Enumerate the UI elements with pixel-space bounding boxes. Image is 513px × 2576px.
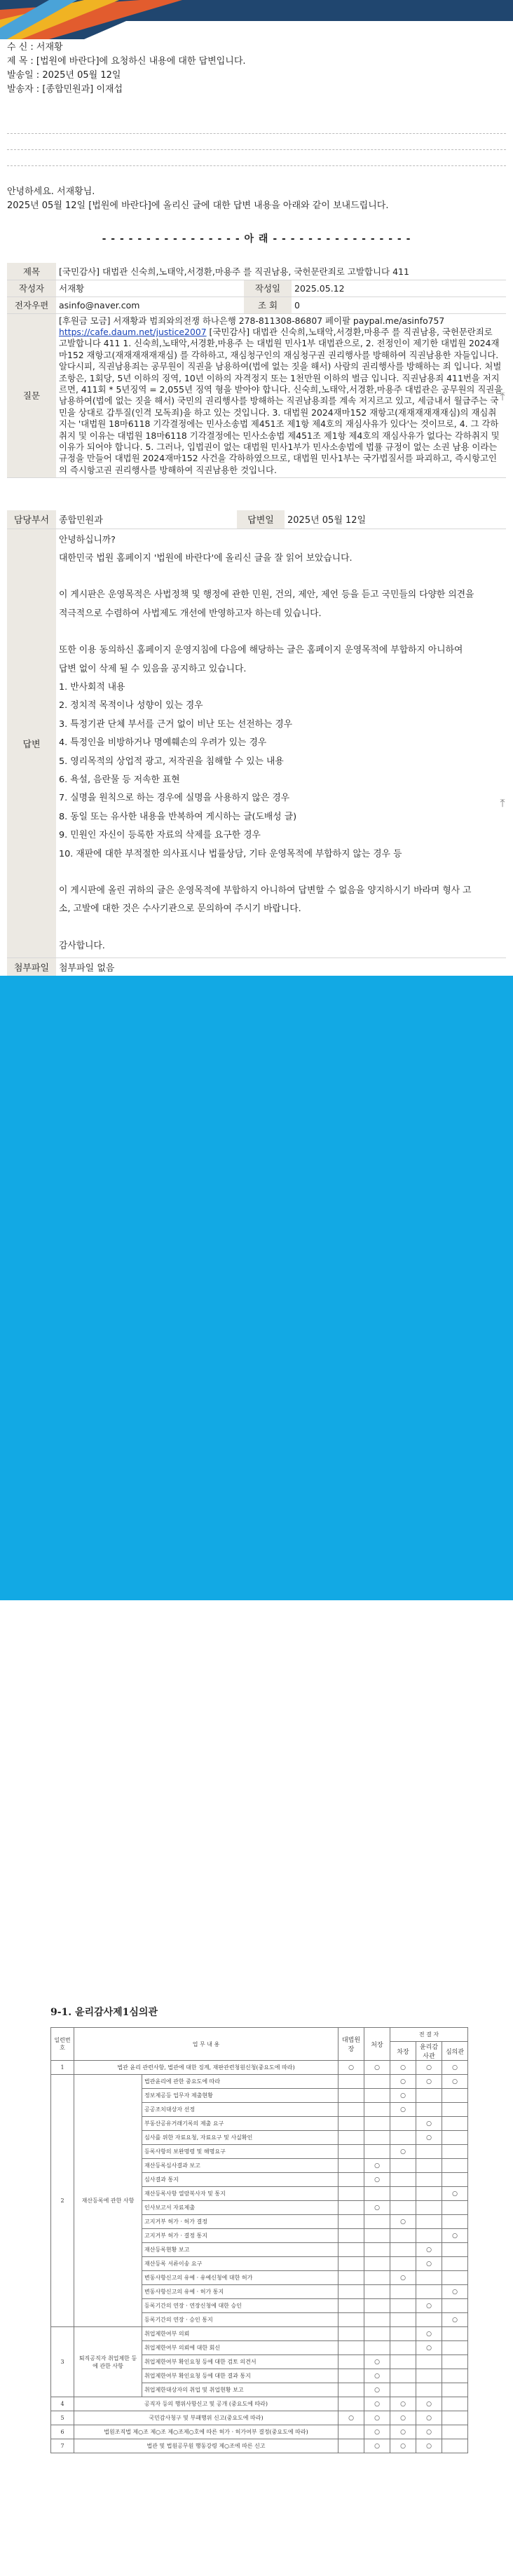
mark-cell <box>390 2327 416 2341</box>
mark-cell: ○ <box>390 2271 416 2285</box>
mark-cell: ○ <box>364 2061 390 2075</box>
mark-cell <box>338 2075 364 2089</box>
table-row <box>51 2397 468 2411</box>
mark-cell: ○ <box>390 2061 416 2075</box>
answer-line: 답변 없이 삭제 될 수 있음을 공지하고 있습니다. <box>59 663 247 674</box>
task-cell: 국민감사청구 및 부패행위 신고(중요도에 따라) <box>74 2411 338 2425</box>
mark-cell: ○ <box>390 2411 416 2425</box>
mark-cell <box>416 2285 442 2299</box>
mark-cell <box>364 2257 390 2271</box>
mark-cell: ○ <box>364 2397 390 2411</box>
mark-cell <box>338 2089 364 2103</box>
delegation-table <box>50 2027 468 2453</box>
post-table <box>7 263 506 478</box>
group-label: 재산등록에 관한 사항 <box>74 2075 142 2327</box>
mark-cell: ○ <box>390 2089 416 2103</box>
mark-cell <box>416 2383 442 2397</box>
mark-cell <box>364 2187 390 2201</box>
date-label: 작성일 <box>244 280 292 297</box>
mark-cell <box>442 2243 468 2257</box>
section-divider: - - - - - - - - - - - - - - - - 아 래 - - - - - - - - - - - - - - - - <box>102 233 411 245</box>
row-no: 1 <box>51 2061 74 2075</box>
row-no: 6 <box>51 2425 74 2439</box>
mark-cell <box>442 2369 468 2383</box>
mark-cell <box>442 2299 468 2313</box>
mark-cell <box>338 2243 364 2257</box>
mark-cell <box>364 2131 390 2145</box>
header-banner <box>0 0 513 39</box>
answer-line: 7. 실명을 원칙으로 하는 경우에 실명을 사용하지 않은 경우 <box>59 793 290 804</box>
mark-cell: ○ <box>416 2257 442 2271</box>
mark-cell: ○ <box>416 2411 442 2425</box>
col-director: 처장 <box>364 2028 390 2061</box>
mark-cell <box>390 2299 416 2313</box>
answer-line: 4. 특정인을 비방하거나 명예훼손의 우려가 있는 경우 <box>59 737 267 749</box>
title-label: 제목 <box>7 263 56 280</box>
mark-cell: ○ <box>442 2313 468 2327</box>
mark-cell <box>442 2103 468 2117</box>
task-cell: 재산등록 서류이송 요구 <box>142 2257 338 2271</box>
mark-cell: ○ <box>364 2383 390 2397</box>
task-cell: 변동사항신고의 유예 · 유예신청에 대한 허가 <box>142 2271 338 2285</box>
mark-cell <box>390 2243 416 2257</box>
mark-cell <box>364 2327 390 2341</box>
mark-cell <box>442 2201 468 2215</box>
mark-cell: ○ <box>416 2075 442 2089</box>
mark-cell <box>416 2355 442 2369</box>
dotted-divider <box>7 165 506 166</box>
answer-line: 8. 동일 또는 유사한 내용을 반복하여 게시하는 글(도배성 글) <box>59 811 297 822</box>
col-chief: 대법원장 <box>338 2028 364 2061</box>
task-cell: 고지거부 허가 · 결정 통지 <box>142 2229 338 2243</box>
post-title: [국민감사] 대법관 신숙희,노태악,서경환,마용주 를 직권남용, 국헌문란죄로 고발합니다 411 <box>56 263 506 280</box>
task-cell: 취업제한여부 확인요청 등에 대한 검토 의견서 <box>142 2355 338 2369</box>
table-row <box>51 2411 468 2425</box>
mark-cell: ○ <box>390 2397 416 2411</box>
mark-cell <box>416 2215 442 2229</box>
mark-cell <box>416 2145 442 2159</box>
task-cell: 정보제공등 업무자 제출현황 <box>142 2089 338 2103</box>
mark-cell <box>442 2257 468 2271</box>
mark-cell <box>364 2145 390 2159</box>
mark-cell <box>338 2215 364 2229</box>
mark-cell <box>390 2341 416 2355</box>
mark-cell <box>442 2439 468 2453</box>
row-no: 7 <box>51 2439 74 2453</box>
answer-line: 5. 영리목적의 상업적 광고, 저작권을 침해할 수 있는 내용 <box>59 756 284 767</box>
group-label: 퇴직공직자 취업제한 등에 관한 사항 <box>74 2327 142 2397</box>
answer-line <box>59 623 503 641</box>
scanned-page <box>36 1956 475 2576</box>
banner-graphic <box>0 0 513 39</box>
mark-cell <box>364 2215 390 2229</box>
mark-cell: ○ <box>442 2075 468 2089</box>
post-date: 2025.05.12 <box>292 280 506 297</box>
dotted-divider <box>7 133 506 134</box>
mark-cell: ○ <box>364 2355 390 2369</box>
mark-cell <box>338 2229 364 2243</box>
mark-cell <box>338 2187 364 2201</box>
task-cell: 취업제한여부 의뢰 <box>142 2327 338 2341</box>
task-cell: 공직자 등의 행위사항신고 및 공개 (중요도에 따라) <box>74 2397 338 2411</box>
row-no: 3 <box>51 2327 74 2397</box>
mark-cell: ○ <box>364 2425 390 2439</box>
mark-cell <box>338 2299 364 2313</box>
mark-cell <box>338 2383 364 2397</box>
question-body <box>56 313 506 478</box>
mark-cell <box>364 2271 390 2285</box>
col-judge: 심의관 <box>442 2042 468 2061</box>
mark-cell <box>416 2173 442 2187</box>
task-cell: 인사보고서 자료제출 <box>142 2201 338 2215</box>
answer-line: 3. 특정기관 단체 부서를 근거 없이 비난 또는 선전하는 경우 <box>59 718 293 730</box>
mark-cell <box>364 2117 390 2131</box>
mark-cell: ○ <box>364 2411 390 2425</box>
answer-line: 적극적으로 수렴하여 사법제도 개선에 반영하고자 하는데 있습니다. <box>59 608 322 619</box>
task-cell: 법관 및 법원공무원 행동강령 제○조에 따른 신고 <box>74 2439 338 2453</box>
mark-cell <box>442 2215 468 2229</box>
mark-cell: ○ <box>338 2411 364 2425</box>
mark-cell: ○ <box>364 2159 390 2173</box>
task-cell: 등록기간의 연장 · 연장신청에 대한 승인 <box>142 2299 338 2313</box>
attach-label: 첨부파일 <box>7 958 56 976</box>
mark-cell: ○ <box>442 2061 468 2075</box>
mark-cell: ○ <box>390 2215 416 2229</box>
mark-cell <box>442 2397 468 2411</box>
answer-line: 안녕하십니까? <box>59 534 116 545</box>
mark-cell: ○ <box>390 2145 416 2159</box>
mark-cell <box>338 2131 364 2145</box>
mark-cell <box>338 2257 364 2271</box>
mark-cell <box>442 2383 468 2397</box>
cafe-link[interactable]: https://cafe.daum.net/justice2007 <box>59 326 207 337</box>
mark-cell <box>364 2229 390 2243</box>
recipient: 수 신 : 서재황 <box>7 42 63 53</box>
col-officer: 윤리감사관 <box>416 2042 442 2061</box>
mark-cell <box>416 2271 442 2285</box>
mark-cell <box>338 2159 364 2173</box>
table-row <box>51 2439 468 2453</box>
answer-label: 답변 <box>7 529 56 958</box>
answer-line: 이 게시판에 올린 귀하의 글은 운영목적에 부합하지 아니하여 답변할 수 없음을 양지하시기 바라며 형사 고 <box>59 885 472 896</box>
mark-cell <box>338 2103 364 2117</box>
mark-cell <box>416 2313 442 2327</box>
answer-line <box>59 568 503 586</box>
mark-cell <box>390 2173 416 2187</box>
mark-cell <box>364 2299 390 2313</box>
task-cell: 공공조치대상자 선정 <box>142 2103 338 2117</box>
mark-cell <box>442 2089 468 2103</box>
mark-cell <box>338 2145 364 2159</box>
mark-cell <box>442 2271 468 2285</box>
post-email: asinfo@naver.com <box>56 297 244 313</box>
scroll-top-icon[interactable]: ⤒ <box>500 390 505 403</box>
answer-date-label: 답변일 <box>237 510 285 529</box>
task-cell: 부동산공유거래기록의 제출 요구 <box>142 2117 338 2131</box>
mark-cell: ○ <box>442 2229 468 2243</box>
task-cell: 변동사항신고의 유예 · 허가 통지 <box>142 2285 338 2299</box>
mark-cell <box>442 2341 468 2355</box>
mark-cell <box>364 2341 390 2355</box>
mark-cell <box>416 2369 442 2383</box>
row-no: 2 <box>51 2075 74 2327</box>
mark-cell <box>338 2397 364 2411</box>
task-cell: 법관 윤리 관련사항, 법관에 대한 징계, 재판관련청원신청(중요도에 따라) <box>74 2061 338 2075</box>
mark-cell <box>390 2257 416 2271</box>
mark-cell <box>442 2131 468 2145</box>
mark-cell <box>338 2439 364 2453</box>
email-label: 전자우편 <box>7 297 56 313</box>
mark-cell: ○ <box>416 2131 442 2145</box>
mark-cell: ○ <box>416 2341 442 2355</box>
answer-line: 2. 정치적 목적이나 성향이 있는 경우 <box>59 700 203 711</box>
mark-cell: ○ <box>338 2061 364 2075</box>
subject: 제 목 : [법원에 바란다]에 요청하신 내용에 대한 답변입니다. <box>7 56 246 67</box>
mark-cell <box>390 2117 416 2131</box>
answer-line: 감사합니다. <box>59 940 105 951</box>
mark-cell <box>364 2103 390 2117</box>
views-label: 조 회 <box>244 297 292 313</box>
answer-line: 이 게시판은 운영목적은 사법정책 및 행정에 관한 민원, 건의, 제안, 제언 등을 듣고 국민들의 다양한 의견을 <box>59 590 474 601</box>
answer-dept: 종합민원과 <box>56 510 237 529</box>
row-no: 5 <box>51 2411 74 2425</box>
mark-cell <box>416 2229 442 2243</box>
post-author: 서재황 <box>56 280 244 297</box>
answer-line: 6. 욕설, 음란물 등 저속한 표현 <box>59 774 180 785</box>
task-cell: 심사결과 통지 <box>142 2173 338 2187</box>
mark-cell <box>364 2243 390 2257</box>
mark-cell <box>442 2355 468 2369</box>
answer-line: 소, 고발에 대한 것은 수사기관으로 문의하여 주시기 바랍니다. <box>59 904 301 915</box>
mark-cell: ○ <box>416 2327 442 2341</box>
mark-cell <box>416 2089 442 2103</box>
mark-cell <box>390 2369 416 2383</box>
mark-cell <box>390 2159 416 2173</box>
dept-label: 담당부서 <box>7 510 56 529</box>
dotted-divider <box>7 149 506 150</box>
answer-line: 9. 민원인 자신이 등록한 자료의 삭제를 요구한 경우 <box>59 830 261 841</box>
mark-cell: ○ <box>416 2243 442 2257</box>
mark-cell: ○ <box>442 2285 468 2299</box>
answer-line <box>59 864 503 882</box>
mark-cell <box>364 2075 390 2089</box>
answer-body <box>56 529 506 958</box>
mark-cell: ○ <box>364 2201 390 2215</box>
question-text: [국민감사] 대법관 신숙희,노태악,서경환,마용주 를 직권남용, 국헌문란죄로 고발합니다 411 1. 신숙희,노태악,서경환,마용주 는 대법원 민사1부 대법관으로, 2. 전정인이 제기한 대법원 2024재마152 재항고(재재재재재재심) 를 각하하고, 재심청구인의 재심청구권 권리행사를 방해하여 직권남용한 자들입니다. 알다시피, 직권남용죄는 공무원이 직권을 남용하여(법에 없는 짓을 해서) 사람의 권리행사를 방해하는 죄 입니다. 처벌조항은, 1회당, 5년 이하의 징역, 10년 이하의 자격정지 또는 1천만원 이하의 벌금 입니다. 직권남용죄 411번을 저지르면, 411회 * 5년징역 = 2,055년 징역 형을 받아야 합니다. 신숙희,노태악,서경환,마용주 대법관은 공무원의 직권을 남용하여(법에 없는 짓을 해서) 국민의 권리행사를 방해하는 직권남용죄를 계속 저지르고 있고, 세금내서 월급주는 국민을 상대로 갑투질(인격 모독죄)을 하고 있는 것입니다. 3. 대법원 2024재마152 재항고(재재재재재재심)의 재심취지는 '대법원 18마6118 기각결정에는 민사소송법 제451조 제1항 제4호의 재심사유가 있다'는 것이므로, 4. 그 각하취지 및 이유는 대법원 18마6118 기각결정에는 민사소송법 제451조 제1항 제4호의 재심사유가 없다는 각하취지 및 이유가 되어야 합니다. 5. 그러나, 입법권이 없는 대법원 민사1부가 민사소송법에 법률 규정이 없는 소권 남용 이라는 규정을 만들어 대법원 2024재마152 사건을 각하하였으므로, 대법원 민사1부는 국가법질서를 파괴하고, 즉시항고인의 즉시항고권 권리행사를 방해하여 직권남용한 것입니다. <box>59 326 503 475</box>
mark-cell <box>338 2173 364 2187</box>
mark-cell: ○ <box>364 2173 390 2187</box>
mark-cell <box>364 2313 390 2327</box>
mark-cell <box>390 2201 416 2215</box>
mark-cell <box>390 2285 416 2299</box>
mark-cell <box>442 2411 468 2425</box>
answer-table <box>7 510 506 976</box>
mark-cell <box>338 2369 364 2383</box>
mark-cell: ○ <box>416 2061 442 2075</box>
greeting <box>7 185 388 213</box>
mark-cell <box>338 2355 364 2369</box>
mark-cell <box>338 2313 364 2327</box>
answer-line <box>59 919 503 937</box>
author-label: 작성자 <box>7 280 56 297</box>
mark-cell: ○ <box>416 2117 442 2131</box>
mark-cell: ○ <box>416 2299 442 2313</box>
mark-cell <box>442 2145 468 2159</box>
greeting-line: 2025년 05월 12일 [법원에 바란다]에 올리신 글에 대한 답변 내용을 아래와 같이 보내드립니다. <box>7 200 389 211</box>
mark-cell <box>390 2187 416 2201</box>
answer-line: 대한민국 법원 홈페이지 '법원에 바란다'에 올리신 글을 잘 읽어 보았습니다. <box>59 552 353 564</box>
answer-line: 1. 반사회적 내용 <box>59 681 125 693</box>
mark-cell <box>416 2201 442 2215</box>
mark-cell <box>442 2173 468 2187</box>
task-cell: 등록기간의 연장 · 승인 통지 <box>142 2313 338 2327</box>
mark-cell: ○ <box>390 2075 416 2089</box>
mark-cell <box>364 2089 390 2103</box>
mark-cell <box>390 2355 416 2369</box>
col-deputy: 차장 <box>390 2042 416 2061</box>
col-auth: 전 결 자 <box>390 2028 468 2042</box>
col-no: 일련번호 <box>51 2028 74 2061</box>
task-cell: 법원조직법 제○조 제○조 제○조제○호에 따른 허가 · 허가여부 결정(중요도에 따라) <box>74 2425 338 2439</box>
sender: 발송자 : [종합민원과] 이재섭 <box>7 84 123 95</box>
mark-cell: ○ <box>390 2103 416 2117</box>
mark-cell <box>442 2159 468 2173</box>
mark-cell <box>390 2313 416 2327</box>
mark-cell: ○ <box>390 2439 416 2453</box>
scroll-top-icon[interactable]: ⤒ <box>500 796 505 810</box>
answer-date: 2025년 05월 12일 <box>285 510 506 529</box>
col-task: 업 무 내 용 <box>74 2028 338 2061</box>
mark-cell <box>416 2187 442 2201</box>
mark-cell: ○ <box>416 2425 442 2439</box>
mark-cell: ○ <box>416 2439 442 2453</box>
row-no: 4 <box>51 2397 74 2411</box>
task-cell: 취업제한여부 의뢰에 대한 회신 <box>142 2341 338 2355</box>
mark-cell <box>390 2229 416 2243</box>
mark-cell: ○ <box>364 2369 390 2383</box>
mark-cell <box>390 2383 416 2397</box>
mark-cell <box>416 2159 442 2173</box>
mark-cell <box>338 2425 364 2439</box>
mark-cell <box>416 2103 442 2117</box>
task-cell: 취업제한대상자의 취업 및 취업현황 보고 <box>142 2383 338 2397</box>
answer-line: 또한 이용 동의하신 홈페이지 운영지침에 다음에 해당하는 글은 홈페이지 운영목적에 부합하지 아니하여 <box>59 645 463 656</box>
mark-cell: ○ <box>416 2397 442 2411</box>
post-views: 0 <box>292 297 506 313</box>
mark-cell <box>390 2131 416 2145</box>
sent-date: 발송일 : 2025년 05월 12일 <box>7 70 121 81</box>
mark-cell <box>338 2117 364 2131</box>
mark-cell <box>338 2285 364 2299</box>
task-cell: 법관윤리에 관한 중요도에 따라 <box>142 2075 338 2089</box>
task-cell: 심사를 위한 자료요청, 자료요구 및 사실확인 <box>142 2131 338 2145</box>
mark-cell <box>338 2341 364 2355</box>
mark-cell <box>338 2201 364 2215</box>
mark-cell: ○ <box>364 2439 390 2453</box>
attach-value: 첨부파일 없음 <box>56 958 506 976</box>
attached-image <box>0 976 513 2450</box>
table-row <box>51 2075 468 2089</box>
answer-line: 10. 재판에 대한 부적절한 의사표시나 법률상담, 기타 운영목적에 부합하지 않는 경우 등 <box>59 848 402 859</box>
task-cell: 등록사항의 보완명령 및 해명요구 <box>142 2145 338 2159</box>
mark-cell: ○ <box>390 2425 416 2439</box>
greeting-line: 안녕하세요. 서재황님. <box>7 186 95 197</box>
task-cell: 재산등록현황 보고 <box>142 2243 338 2257</box>
mark-cell <box>338 2271 364 2285</box>
task-cell: 재산등록심사결과 보고 <box>142 2159 338 2173</box>
task-cell: 취업제한여부 확인요청 등에 대한 결과 통지 <box>142 2369 338 2383</box>
letter-meta <box>7 41 246 97</box>
task-cell: 고지거부 허가 · 허가 결정 <box>142 2215 338 2229</box>
table-row <box>51 2425 468 2439</box>
mark-cell <box>442 2425 468 2439</box>
mark-cell <box>338 2327 364 2341</box>
mark-cell <box>364 2285 390 2299</box>
mark-cell <box>442 2327 468 2341</box>
mark-cell <box>442 2117 468 2131</box>
question-label: 질문 <box>7 313 56 478</box>
task-cell: 재산등록사항 열람복사자 및 통지 <box>142 2187 338 2201</box>
table-row <box>51 2061 468 2075</box>
mark-cell: ○ <box>442 2187 468 2201</box>
doc-title: 9-1. 윤리감사제1심의관 <box>50 2007 158 2018</box>
question-text: [후원금 모금] 서재황과 범죄와의전쟁 하나은행 278-811308-86807 페이팔 paypal.me/asinfo757 <box>59 315 445 326</box>
table-row <box>51 2327 468 2341</box>
